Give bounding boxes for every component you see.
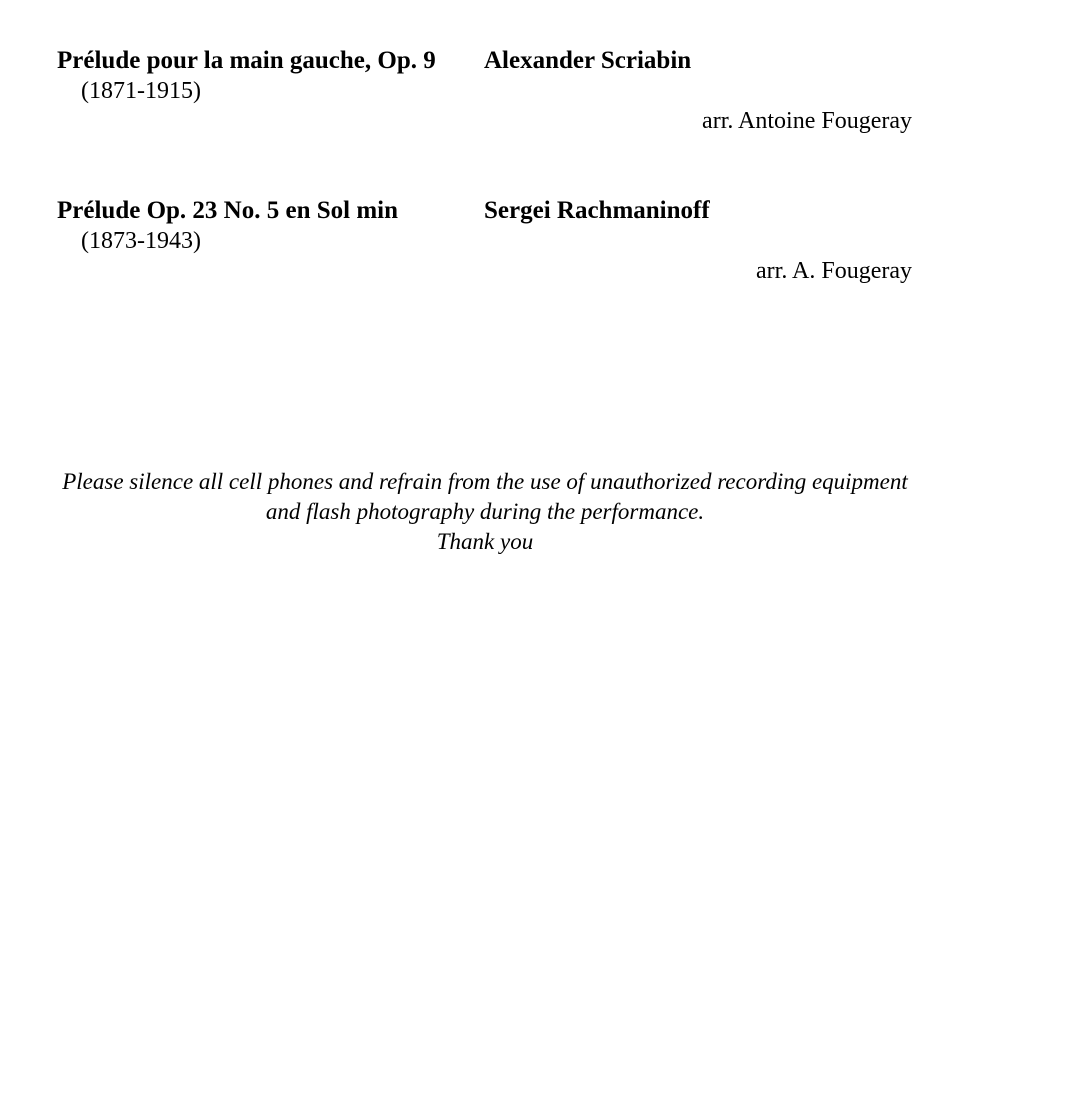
- arranger-credit: arr. Antoine Fougeray: [702, 108, 912, 134]
- composer-dates: (1871-1915): [81, 78, 201, 104]
- audience-notice: [0, 467, 970, 557]
- piece-title: Prélude pour la main gauche, Op. 9: [57, 47, 436, 74]
- arranger-credit: arr. A. Fougeray: [756, 258, 912, 284]
- program-entry: [0, 46, 1080, 146]
- program-entry: [0, 196, 1080, 296]
- piece-title: Prélude Op. 23 No. 5 en Sol min: [57, 197, 398, 224]
- notice-line: and flash photography during the performance.: [265, 499, 705, 524]
- composer-name: Sergei Rachmaninoff: [484, 197, 710, 224]
- notice-line: Please silence all cell phones and refrain from the use of unauthorized recording equipment: [62, 469, 908, 494]
- notice-thank-you: Thank you: [436, 529, 534, 554]
- composer-dates: (1873-1943): [81, 228, 201, 254]
- composer-name: Alexander Scriabin: [484, 47, 692, 74]
